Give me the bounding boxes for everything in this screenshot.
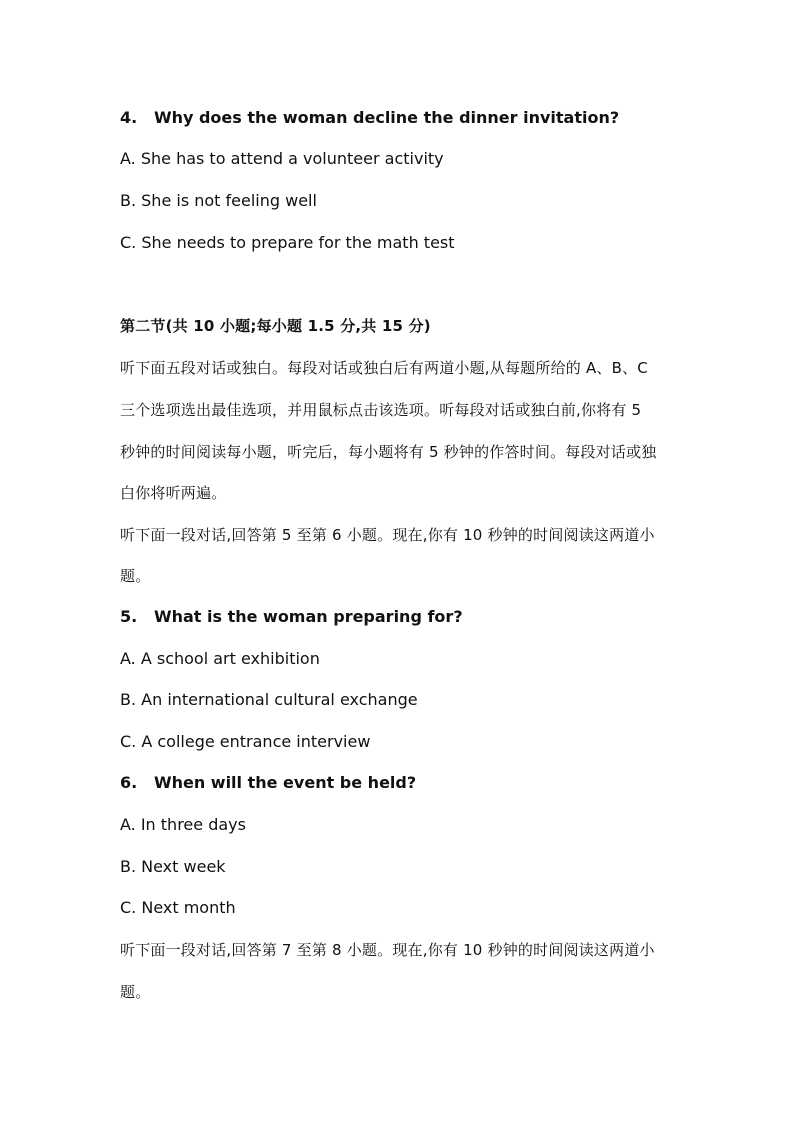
question-4-number: 4. [120,108,138,127]
question-5-text: What is the woman preparing for? [153,607,463,626]
question-4-option-c[interactable]: C. She needs to prepare for the math test [120,233,455,252]
dialogue-2-intro-line-2: 题。 [120,983,151,1001]
question-6-option-a[interactable]: A. In three days [120,815,246,834]
dialogue-1-intro-line-2: 题。 [120,567,151,585]
question-6-title [120,773,416,793]
question-4-option-b[interactable]: B. She is not feeling well [120,191,317,210]
section-2-instruction-line-3: 秒钟的时间阅读每小题，听完后，每小题将有 5 秒钟的作答时间。每段对话或独 [120,443,657,461]
question-4-option-a[interactable]: A. She has to attend a volunteer activity [120,149,444,168]
question-6-option-b[interactable]: B. Next week [120,857,226,876]
question-6-option-c[interactable]: C. Next month [120,898,236,917]
question-5-option-c[interactable]: C. A college entrance interview [120,732,371,751]
section-2-instruction-line-2: 三个选项选出最佳选项，并用鼠标点击该选项。听每段对话或独白前,你将有 5 [120,401,642,419]
question-6-text: When will the event be held? [153,773,417,792]
question-6-number: 6. [120,773,138,792]
question-5-option-b[interactable]: B. An international cultural exchange [120,690,418,709]
question-4-title [120,108,619,128]
question-5-title [120,607,463,627]
question-4-text: Why does the woman decline the dinner invitation? [153,108,620,127]
section-2-instruction-line-1: 听下面五段对话或独白。每段对话或独白后有两道小题,从每题所给的 A、B、C [120,359,648,377]
section-2-instruction-line-4: 白你将听两遍。 [120,484,227,502]
question-5-option-a[interactable]: A. A school art exhibition [120,649,320,668]
section-2-heading: 第二节(共 10 小题;每小题 1.5 分,共 15 分) [120,317,431,335]
dialogue-1-intro-line-1: 听下面一段对话,回答第 5 至第 6 小题。现在,你有 10 秒钟的时间阅读这两道小 [120,526,655,544]
question-5-number: 5. [120,607,138,626]
dialogue-2-intro-line-1: 听下面一段对话,回答第 7 至第 8 小题。现在,你有 10 秒钟的时间阅读这两道小 [120,941,655,959]
